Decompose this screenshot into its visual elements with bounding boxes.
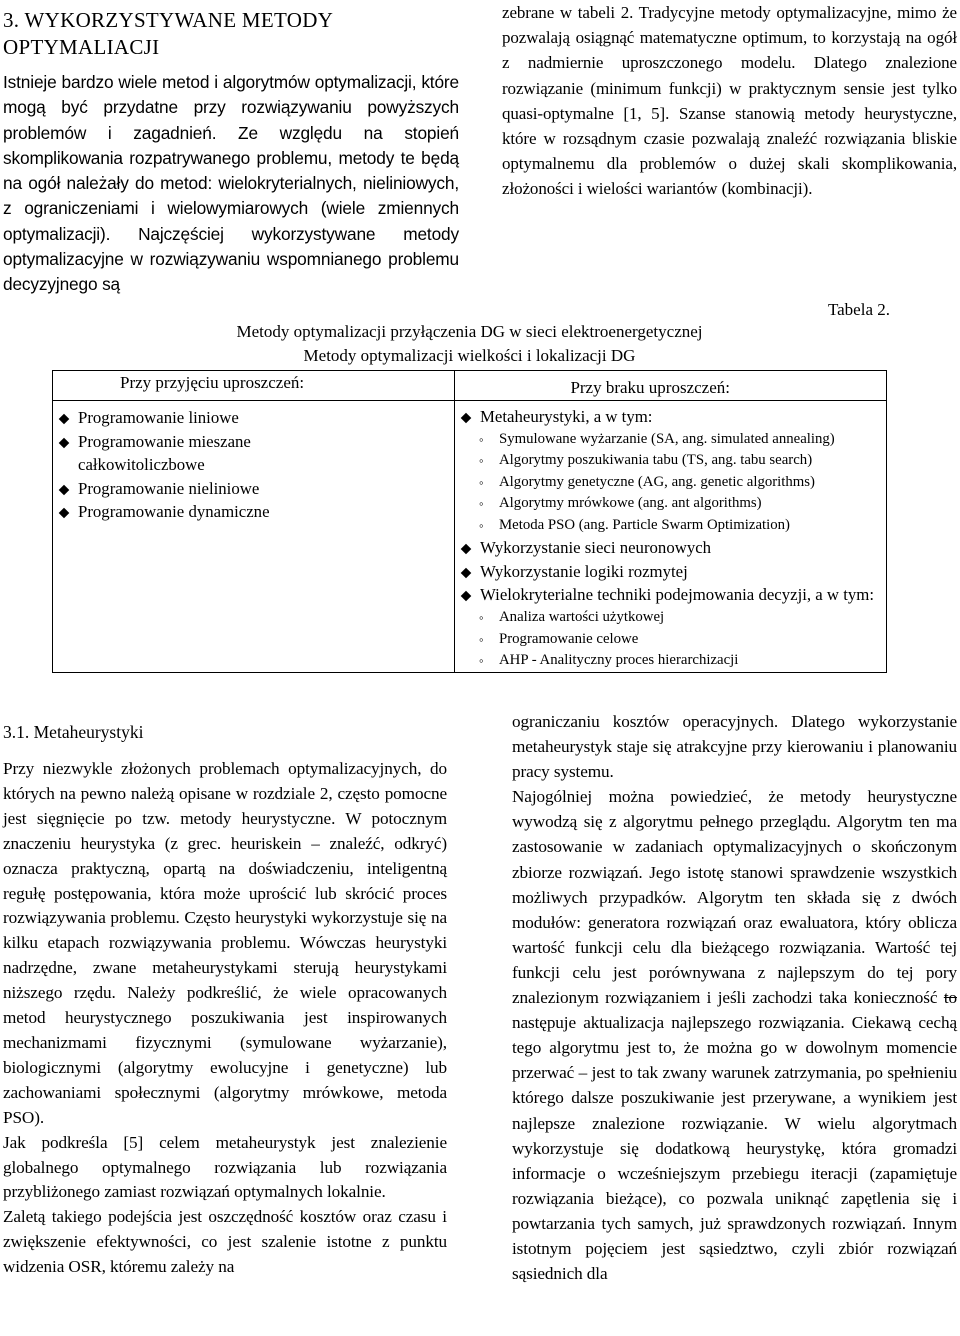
sublist-item: ◦ Metoda PSO (ang. Particle Swarm Optimization) (477, 515, 886, 537)
list-item-text: Metaheurystyki, a w tym: (480, 407, 653, 426)
sublist-item: ◦ Algorytmy genetyczne (AG, ang. genetic algorithms) (477, 472, 886, 494)
table-subtitle: Metody optymalizacji wielkości i lokalizacji DG (303, 346, 636, 365)
subsection-paragraph-3: Zaletą takiego podejścia jest oszczędność kosztów oraz czasu i zwiększenie efektywności, co jest szalenie istotne z punktu widzenia OSR, któremu zależy na (3, 1207, 447, 1277)
paragraph-text: Najogólniej można powiedzieć, że metody heurystyczne wywodzą się z algorytmu pełnego przeglądu. Algorytm ten ma zastosowanie w zadaniach optymalizacyjnych o skończonym zbiorze rozwiązań. Jego istotę stanowi sprawdzenie wszystkich możliwych przypadków. Algorytm ten składa się z dwóch modułów: generatora rozwiązań oraz ewaluatora, który oblicza wartość funkcji celu dla bieżącego rozwiązania. Wartość tej funkcji celu jest porównywana z najlepszym do tej pory znalezionym rozwiązaniem i jeśli zachodzi taka konieczność (512, 787, 957, 1008)
list-item (56, 430, 454, 477)
right-methods-cell (455, 401, 887, 673)
table-header-row (53, 371, 887, 401)
sublist-item: ◦ Analiza wartości użytkowej (477, 607, 886, 629)
list-item: Programowanie liniowe (56, 406, 454, 430)
struck-word: to (943, 988, 957, 1008)
intro-paragraph: Istnieje bardzo wiele metod i algorytmów optymalizacji, które mogą być przydatne przy rozwiązywaniu powyższych problemów i zagadnień. Ze względu na stopień skomplikowania rozpatrywanego problemu, metody te będą na ogół należały do metod: wielokryterialnych, nieliniowych, z ograniczeniami i wielowymiarowych (wiele zmiennych optymalizacji). Najczęściej wykorzystywane metody optymalizacyjne w rozwiązywaniu wspomnianego problemu decyzyjnego są (3, 72, 459, 295)
other-methods-list (455, 536, 886, 607)
unsimplified-methods-list (455, 401, 886, 429)
list-item-text-continuation: całkowitoliczbowe (78, 455, 205, 474)
multicriteria-sublist (455, 607, 886, 672)
sublist-item: ◦ Symulowane wyżarzanie (SA, ang. simulated annealing) (477, 429, 886, 451)
sublist-item: ◦ Programowanie celowe (477, 629, 886, 651)
right-column-header: Przy braku uproszczeń: (455, 371, 887, 401)
subsection-paragraph-2: Jak podkreśla [5] celem metaheurystyk jest znalezienie globalnego optymalnego rozwiązania lub rozwiązania przybliżonego zamiast rozwiązań optymalnych lokalnie. (3, 1132, 447, 1202)
sublist-item: ◦ Algorytmy poszukiwania tabu (TS, ang. tabu search) (477, 450, 886, 472)
table-title: Metody optymalizacji przyłączenia DG w sieci elektroenergetycznej (236, 322, 703, 341)
sublist-item: ◦ Algorytmy mrówkowe (ang. ant algorithms) (477, 493, 886, 515)
intro-right-column (502, 0, 957, 202)
subsection-heading: 3.1. Metaheurystyki (3, 722, 144, 742)
list-item-text: Programowanie mieszane (78, 431, 251, 451)
list-item-metaheuristics (458, 405, 886, 429)
list-item: Wielokryterialne techniki podejmowania decyzji, a w tym: (458, 583, 886, 607)
intro-continuation-paragraph: zebrane w tabeli 2. Tradycyjne metody optymalizacyjne, mimo że pozwalają osiągnąć matematyczne optimum, to korzystają na ogół z nadmiernie uproszczonego modelu. Dlatego znalezione rozwiązanie (minimum funkcji) w praktycznym sensie jest tylko quasi-optymalne [1, 5]. Szanse stanowią metody heurystyczne, które w rozsądnym czasie pozwalają znaleźć rozwiązania bliskie optymalnemu dla problemów o dużej skali skomplikowania, złożoności i wielości wariantów (kombinacji). (502, 3, 957, 199)
sublist-item: ◦ AHP - Analityczny proces hierarchizacji (477, 650, 886, 672)
intro-left-column (3, 70, 459, 298)
table-label: Tabela 2. (827, 300, 890, 319)
left-column-header: Przy przyjęciu uproszczeń: (53, 371, 455, 401)
list-item: Wykorzystanie logiki rozmytej (458, 560, 886, 584)
metaheuristics-sublist (455, 429, 886, 537)
table-body-row (53, 401, 887, 673)
section-heading-line-1: 3. WYKORZYSTYWANE METODY (3, 8, 334, 32)
simplified-methods-list (53, 401, 454, 524)
section-heading (3, 7, 453, 61)
subsection-right-column (512, 709, 957, 1286)
methods-table (52, 370, 887, 673)
subsection-paragraph-1: Przy niezwykle złożonych problemach optymalizacyjnych, do których na pewno należą opisane w rozdziale 2, często pomocne jest sięgnięcie po tzw. metody heurystyczne. W potocznym znaczeniu heurystyka (z grec. heuriskein – znaleźć, odkryć) oznacza praktyczną, opartą na doświadczeniu, inteligentną regułę postępowania, która może uprościć lub skrócić proces rozwiązywania problemu. Często heurystyki wykorzystuje się na kilku etapach rozwiązywania problemu. Wówczas heurystyki nadrzędne, zwane metaheurystykami sterują heurystykami niższego rzędu. Należy podkreślić, że wiele opracowanych metod heurystycznego poszukiwania jest inspirowanych mechanizmami fizycznymi (symulowane wyżarzanie), biologicznymi (algorytmy ewolucyjne i genetyczne) lub zachowaniami społecznymi (algorytmy mrówkowe, metoda PSO). (3, 759, 447, 1127)
list-item: Programowanie dynamiczne (56, 500, 454, 524)
left-methods-cell (53, 401, 455, 673)
subsection-paragraph-4: ograniczaniu kosztów operacyjnych. Dlatego wykorzystanie metaheurystyk staje się atrakcyjne przy kierowaniu i planowaniu pracy systemu. (512, 712, 957, 782)
list-item: Wykorzystanie sieci neuronowych (458, 536, 886, 560)
subsection-left-column (3, 757, 447, 1280)
subsection-paragraph-5 (512, 784, 957, 1286)
paragraph-text-continued: następuje aktualizacja najlepszego rozwiązania. Ciekawą cechą tego algorytmu jest to, że można go w dowolnym momencie przerwać – jest to tak zwany warunek zatrzymania, po spełnieniu którego dalsze poszukiwanie jest przerywane, a wynikiem jest najlepsze znalezione rozwiązanie. W wielu algorytmach wykorzystuje się dodatkową heurystykę, która gromadzi informacje o wcześniejszym przebiegu iteracji (zapamiętuje rozwiązania bieżące), co pozwala uniknąć zapętlenia się i powtarzania tych samych, już sprawdzonych rozwiązań. Innym istotnym pojęciem jest sąsiedztwo, czyli zbiór rozwiązań sąsiednich dla (512, 1013, 957, 1284)
list-item: Programowanie nieliniowe (56, 477, 454, 501)
section-heading-line-2: OPTYMALIACJI (3, 35, 160, 59)
